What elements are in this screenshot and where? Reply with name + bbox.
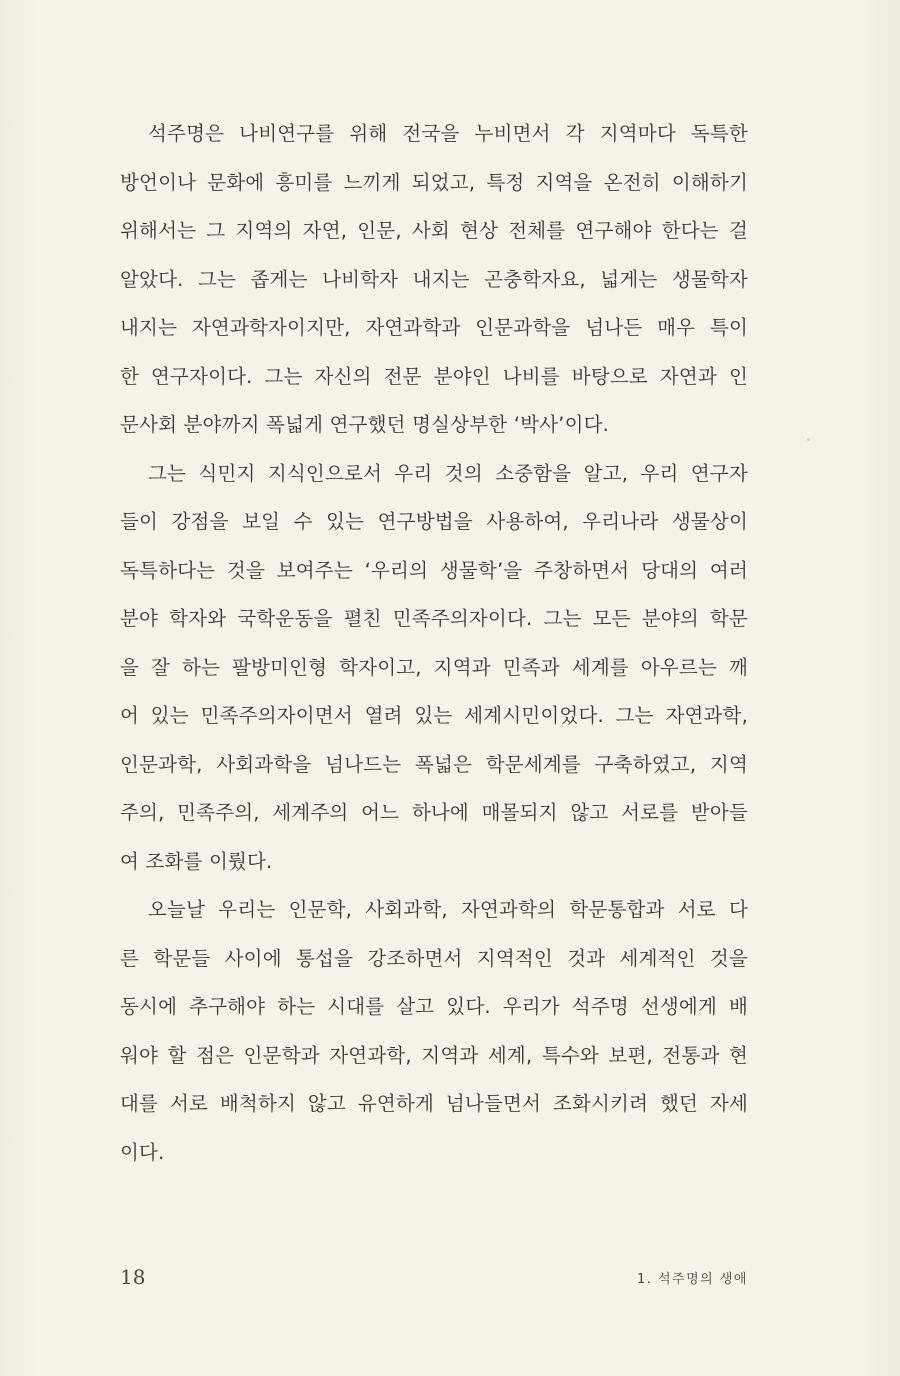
text-line: 을 잘 하는 팔방미인형 학자이고, 지역과 민족과 세계를 아우르는 깨 [120,655,748,679]
text-line: 알았다. 그는 좁게는 나비학자 내지는 곤충학자요, 넓게는 생물학자 [120,267,748,291]
text-line: 한 연구자이다. 그는 자신의 전문 분야인 나비를 바탕으로 자연과 인 [120,364,748,388]
paper-speck [807,438,810,441]
text-line: 그는 식민지 지식인으로서 우리 것의 소중함을 알고, 우리 연구자 [148,461,748,485]
text-line: 오늘날 우리는 인문학, 사회과학, 자연과학의 학문통합과 서로 다 [148,898,748,921]
text-line: 위해서는 그 지역의 자연, 인문, 사회 현상 전체를 연구해야 한다는 걸 [120,219,748,242]
text-line: 워야 할 점은 인문학과 자연과학, 지역과 세계, 특수와 보편, 전통과 현 [120,1043,748,1067]
text-line: 석주명은 나비연구를 위해 전국을 누비면서 각 지역마다 독특한 [148,122,748,145]
body-text [120,110,748,1177]
text-line: 이다. [120,1140,165,1164]
paragraph-2 [120,450,748,887]
text-line: 독특하다는 것을 보여주는 ‘우리의 생물학’을 주창하면서 당대의 여러 [120,558,748,582]
text-line: 동시에 추구해야 하는 시대를 살고 있다. 우리가 석주명 선생에게 배 [120,995,748,1018]
text-line: 여 조화를 이뤘다. [120,849,273,873]
paragraph-1 [120,110,748,450]
text-line: 어 있는 민족주의자이면서 열려 있는 세계시민이었다. 그는 자연과학, [120,704,748,727]
text-line: 들이 강점을 보일 수 있는 연구방법을 사용하여, 우리나라 생물상이 [120,510,748,533]
text-line: 내지는 자연과학자이지만, 자연과학과 인문과학을 넘나든 매우 특이 [120,316,748,339]
text-line: 른 학문들 사이에 통섭을 강조하면서 지역적인 것과 세계적인 것을 [120,946,748,970]
text-line: 방언이나 문화에 흥미를 느끼게 되었고, 특정 지역을 온전히 이해하기 [120,170,748,194]
text-line: 대를 서로 배척하지 않고 유연하게 넘나들면서 조화시키려 했던 자세 [120,1092,748,1115]
running-footer-chapter: 1. 석주명의 생애 [636,1272,748,1287]
page-number: 18 [120,1265,146,1289]
text-line: 문사회 분야까지 폭넓게 연구했던 명실상부한 ‘박사’이다. [120,413,610,436]
paragraph-3 [120,886,748,1177]
text-line: 주의, 민족주의, 세계주의 어느 하나에 매몰되지 않고 서로를 받아들 [120,801,748,824]
text-line: 분야 학자와 국학운동을 펼친 민족주의자이다. 그는 모든 분야의 학문 [120,607,748,630]
text-line: 인문과학, 사회과학을 넘나드는 폭넓은 학문세계를 구축하였고, 지역 [120,752,748,776]
